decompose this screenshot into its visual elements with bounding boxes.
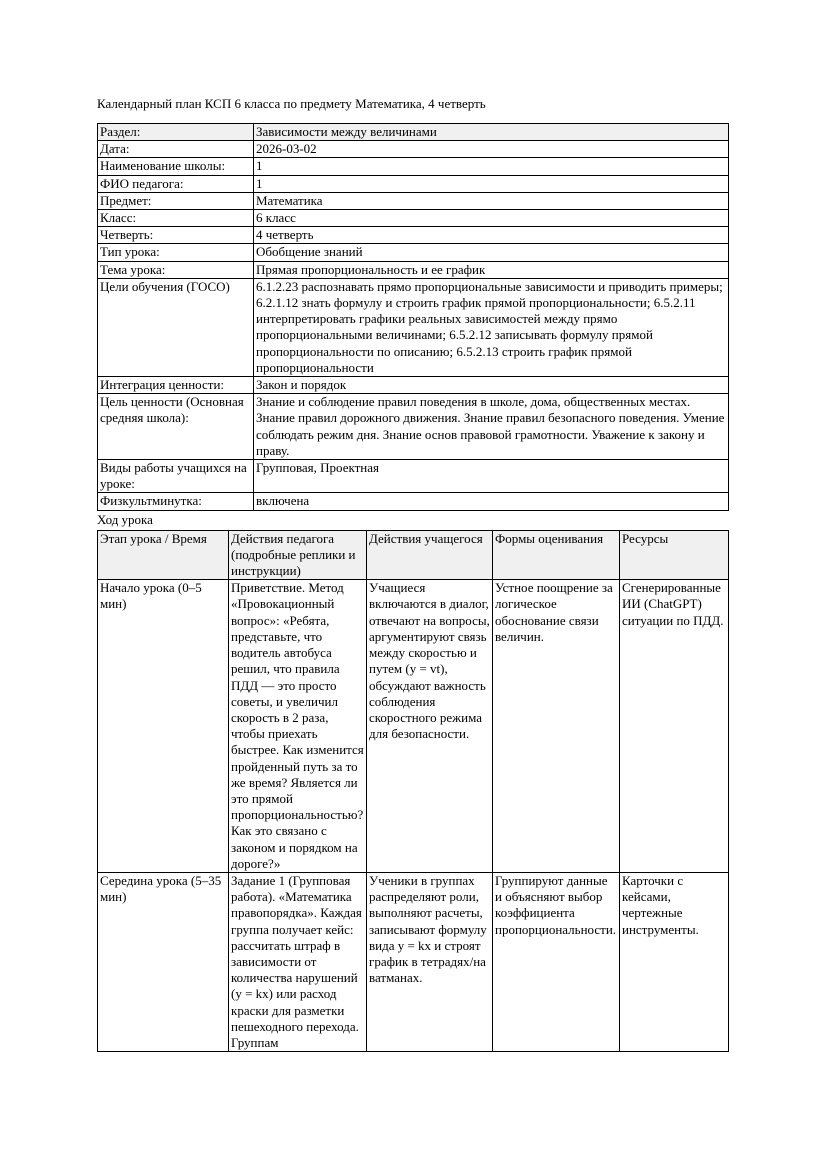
lesson-header-cell: Действия учащегося xyxy=(367,530,493,580)
info-value-cell: Групповая, Проектная xyxy=(254,460,729,493)
student-actions-cell: Ученики в группах распределяют роли, выполняют расчеты, записывают формулу вида y = kx и строят график в тетрадях/на ватманах. xyxy=(367,872,493,1051)
info-value-cell: 1 xyxy=(254,175,729,192)
info-label-cell: Цель ценности (Основная средняя школа): xyxy=(98,394,254,460)
info-value-cell: Знание и соблюдение правил поведения в школе, дома, общественных местах. Знание правил дорожного движения. Знание правил безопасного поведения. Умение соблюдать режим дня. Знание основ правовой грамотности. Уважение к закону и праву. xyxy=(254,394,729,460)
info-label-cell: Интеграция ценности: xyxy=(98,377,254,394)
resources-cell: Сгенерированные ИИ (ChatGPT) ситуации по ПДД. xyxy=(620,580,729,873)
lesson-header-cell: Этап урока / Время xyxy=(98,530,229,580)
info-label-cell: Раздел: xyxy=(98,124,254,141)
student-actions-cell: Учащиеся включаются в диалог, отвечают на вопросы, аргументируют связь между скоростью и путем (y = vt), обсуждают важность соблюдения скоростного режима для безопасности. xyxy=(367,580,493,873)
info-value-cell: Зависимости между величинами xyxy=(254,124,729,141)
lesson-header-cell: Действия педагога (подробные реплики и инструкции) xyxy=(229,530,367,580)
info-label-cell: Четверть: xyxy=(98,227,254,244)
info-label-cell: Цели обучения (ГОСО) xyxy=(98,278,254,376)
assessment-cell: Группируют данные и объясняют выбор коэффициента пропорциональности. xyxy=(493,872,620,1051)
assessment-cell: Устное поощрение за логическое обоснование связи величин. xyxy=(493,580,620,873)
lesson-flow-table xyxy=(97,530,729,1053)
info-value-cell: 1 xyxy=(254,158,729,175)
info-table-row xyxy=(98,227,729,244)
info-table-row xyxy=(98,377,729,394)
info-table-row xyxy=(98,493,729,510)
info-value-cell: Обобщение знаний xyxy=(254,244,729,261)
info-label-cell: Предмет: xyxy=(98,192,254,209)
stage-cell: Середина урока (5–35 мин) xyxy=(98,872,229,1051)
info-label-cell: Тип урока: xyxy=(98,244,254,261)
info-table-row xyxy=(98,394,729,460)
info-table-row xyxy=(98,210,729,227)
info-label-cell: Виды работы учащихся на уроке: xyxy=(98,460,254,493)
lesson-table-row xyxy=(98,872,729,1051)
lesson-header-cell: Ресурсы xyxy=(620,530,729,580)
stage-cell: Начало урока (0–5 мин) xyxy=(98,580,229,873)
teacher-actions-cell: Приветствие. Метод «Провокационный вопрос»: «Ребята, представьте, что водитель автобуса решил, что правила ПДД — это просто советы, и увеличил скорость в 2 раза, чтобы приехать быстрее. Как изменится пройденный путь за то же время? Является ли это прямой пропорциональностью? Как это связано с законом и порядком на дороге?» xyxy=(229,580,367,873)
lesson-flow-heading: Ход урока xyxy=(97,511,153,527)
info-label-cell: Наименование школы: xyxy=(98,158,254,175)
info-table-row xyxy=(98,278,729,376)
lesson-info-table xyxy=(97,123,729,511)
info-table-row xyxy=(98,244,729,261)
lesson-table-row xyxy=(98,580,729,873)
document-content xyxy=(97,95,728,1052)
info-value-cell: 2026-03-02 xyxy=(254,141,729,158)
info-value-cell: Закон и порядок xyxy=(254,377,729,394)
lesson-table-header-row xyxy=(98,530,729,580)
lesson-header-cell: Формы оценивания xyxy=(493,530,620,580)
info-value-cell: Прямая пропорциональность и ее график xyxy=(254,261,729,278)
info-label-cell: Дата: xyxy=(98,141,254,158)
info-table-row xyxy=(98,175,729,192)
info-table-row xyxy=(98,141,729,158)
teacher-actions-cell: Задание 1 (Групповая работа). «Математика правопорядка». Каждая группа получает кейс: рассчитать штраф в зависимости от количества нарушений (y = kx) или расход краски для разметки пешеходного перехода. Группам xyxy=(229,872,367,1051)
info-table-row xyxy=(98,192,729,209)
page-title: Календарный план КСП 6 класса по предмету Математика, 4 четверть xyxy=(97,96,486,111)
info-value-cell: 4 четверть xyxy=(254,227,729,244)
info-value-cell: включена xyxy=(254,493,729,510)
info-table-row xyxy=(98,460,729,493)
resources-cell: Карточки с кейсами, чертежные инструменты. xyxy=(620,872,729,1051)
info-table-row xyxy=(98,124,729,141)
info-label-cell: ФИО педагога: xyxy=(98,175,254,192)
info-label-cell: Класс: xyxy=(98,210,254,227)
info-value-cell: 6 класс xyxy=(254,210,729,227)
info-value-cell: 6.1.2.23 распознавать прямо пропорциональные зависимости и приводить примеры; 6.2.1.12 знать формулу и строить график прямой пропорциональности; 6.5.2.11 интерпретировать графики реальных зависимостей между прямо пропорциональными величинами; 6.5.2.12 записывать формулу прямой пропорциональности по описанию; 6.5.2.13 строить график прямой пропорциональности xyxy=(254,278,729,376)
info-table-row xyxy=(98,158,729,175)
info-label-cell: Физкультминутка: xyxy=(98,493,254,510)
info-table-row xyxy=(98,261,729,278)
info-value-cell: Математика xyxy=(254,192,729,209)
info-label-cell: Тема урока: xyxy=(98,261,254,278)
